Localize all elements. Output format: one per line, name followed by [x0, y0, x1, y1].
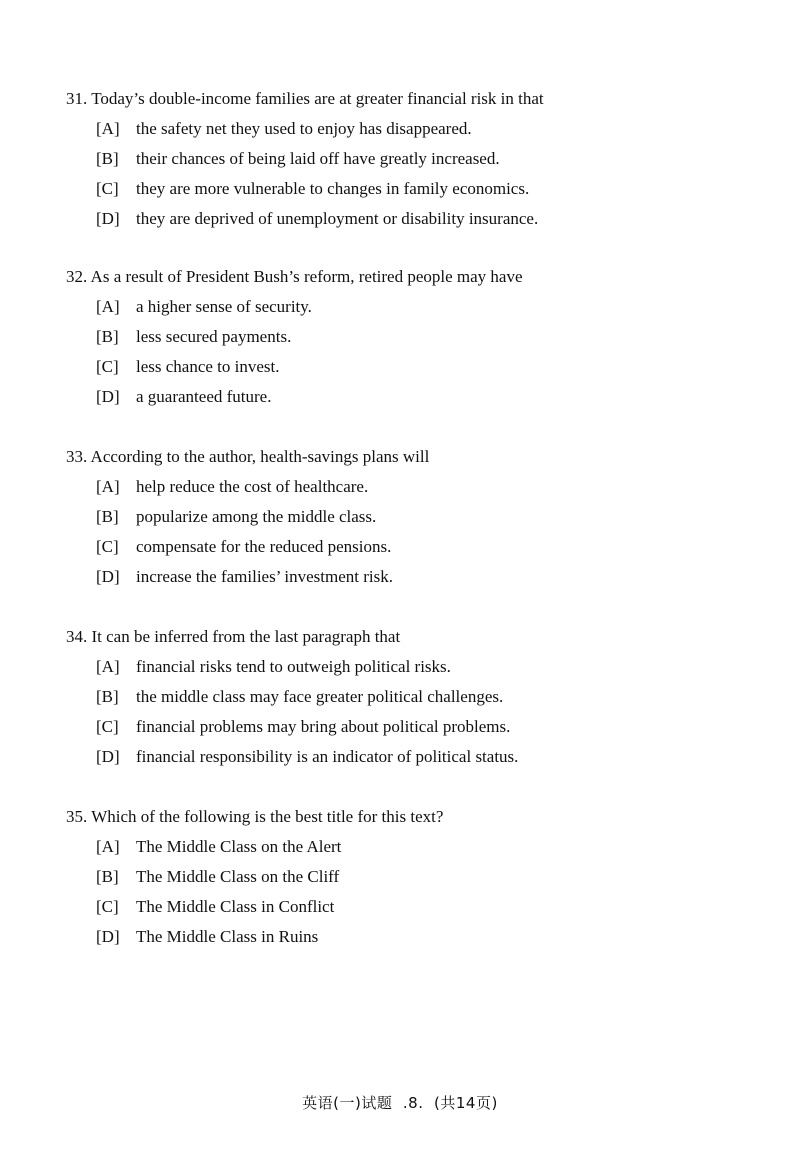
question-35	[66, 802, 766, 952]
option-a	[66, 114, 766, 144]
option-text: financial problems may bring about political problems.	[136, 717, 511, 736]
option-c	[66, 174, 766, 204]
option-letter: [C]	[96, 357, 119, 376]
option-a	[66, 652, 766, 682]
question-stem: 32. As a result of President Bush’s reform, retired people may have	[66, 267, 523, 286]
option-letter: [A]	[96, 119, 120, 138]
question-stem: 33. According to the author, health-savings plans will	[66, 447, 430, 466]
option-d	[66, 742, 766, 772]
option-a	[66, 472, 766, 502]
option-letter: [D]	[96, 927, 120, 946]
option-text: the middle class may face greater political challenges.	[136, 687, 504, 706]
question-stem: 31. Today’s double-income families are at greater financial risk in that	[66, 89, 544, 108]
option-letter: [C]	[96, 537, 119, 556]
option-letter: [C]	[96, 717, 119, 736]
option-a	[66, 292, 766, 322]
option-text: financial risks tend to outweigh political risks.	[136, 657, 451, 676]
option-text: compensate for the reduced pensions.	[136, 537, 392, 556]
option-b	[66, 682, 766, 712]
option-text: less chance to invest.	[136, 357, 280, 376]
option-d	[66, 922, 766, 952]
option-text: their chances of being laid off have greatly increased.	[136, 149, 500, 168]
option-c	[66, 712, 766, 742]
footer-text: 英语(一)试题 .8. (共14页)	[302, 1094, 498, 1112]
option-d	[66, 204, 766, 234]
option-text: increase the families’ investment risk.	[136, 567, 393, 586]
question-34	[66, 622, 766, 772]
option-letter: [D]	[96, 209, 120, 228]
option-text: less secured payments.	[136, 327, 292, 346]
option-letter: [B]	[96, 687, 119, 706]
option-c	[66, 532, 766, 562]
option-text: a higher sense of security.	[136, 297, 312, 316]
option-letter: [B]	[96, 507, 119, 526]
option-a	[66, 832, 766, 862]
option-letter: [A]	[96, 657, 120, 676]
option-text: the safety net they used to enjoy has disappeared.	[136, 119, 472, 138]
option-letter: [A]	[96, 297, 120, 316]
option-text: The Middle Class in Conflict	[136, 897, 335, 916]
option-letter: [D]	[96, 747, 120, 766]
option-letter: [B]	[96, 867, 119, 886]
page-footer	[0, 1092, 800, 1113]
option-letter: [D]	[96, 567, 120, 586]
option-letter: [A]	[96, 837, 120, 856]
option-letter: [B]	[96, 327, 119, 346]
option-b	[66, 144, 766, 174]
question-31	[66, 84, 766, 234]
option-letter: [A]	[96, 477, 120, 496]
question-33	[66, 442, 766, 592]
option-text: they are more vulnerable to changes in family economics.	[136, 179, 530, 198]
question-stem: 35. Which of the following is the best title for this text?	[66, 807, 444, 826]
question-32	[66, 262, 766, 412]
option-letter: [B]	[96, 149, 119, 168]
option-letter: [D]	[96, 387, 120, 406]
option-b	[66, 322, 766, 352]
option-b	[66, 862, 766, 892]
option-text: The Middle Class on the Alert	[136, 837, 342, 856]
option-letter: [C]	[96, 179, 119, 198]
option-text: popularize among the middle class.	[136, 507, 377, 526]
option-text: help reduce the cost of healthcare.	[136, 477, 369, 496]
question-stem: 34. It can be inferred from the last paragraph that	[66, 627, 401, 646]
option-d	[66, 562, 766, 592]
option-letter: [C]	[96, 897, 119, 916]
option-text: they are deprived of unemployment or disability insurance.	[136, 209, 539, 228]
option-b	[66, 502, 766, 532]
option-c	[66, 352, 766, 382]
option-text: financial responsibility is an indicator of political status.	[136, 747, 519, 766]
option-text: The Middle Class in Ruins	[136, 927, 319, 946]
option-text: The Middle Class on the Cliff	[136, 867, 340, 886]
option-text: a guaranteed future.	[136, 387, 272, 406]
option-c	[66, 892, 766, 922]
option-d	[66, 382, 766, 412]
